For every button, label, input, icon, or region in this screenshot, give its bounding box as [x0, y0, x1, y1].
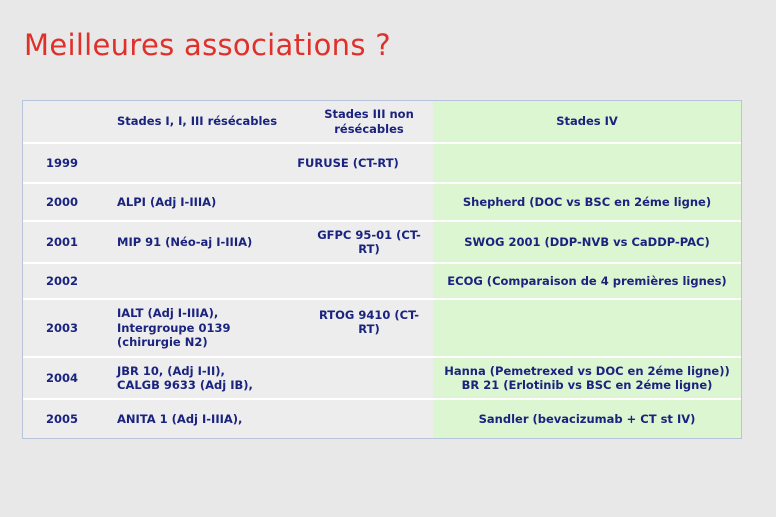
- resectable-cell: [109, 263, 305, 299]
- table-row: [23, 221, 741, 263]
- resectable-line: CALGB 9633 (Adj IB),: [117, 378, 253, 392]
- table-row: [23, 263, 741, 299]
- resectable-cell: ANITA 1 (Adj I-IIIA),: [117, 411, 243, 426]
- stage-iv-cell: [433, 143, 741, 183]
- slide-title: Meilleures associations ?: [24, 28, 391, 62]
- resectable-cell: ALPI (Adj I-IIIA): [109, 183, 305, 221]
- header-year-cell: [23, 101, 109, 143]
- table-row: [23, 183, 741, 221]
- year-cell: 1999: [23, 143, 109, 183]
- table-row: [23, 399, 741, 438]
- resectable-cell: [109, 357, 305, 399]
- stage-iv-cell: ECOG (Comparaison de 4 premières lignes): [433, 263, 741, 299]
- stage-iv-cell: [433, 299, 741, 357]
- header-resectable: Stades I, I, III résécables: [109, 101, 305, 143]
- resectable-line: JBR 10, (Adj I-II),: [117, 363, 225, 378]
- table-row: [23, 357, 741, 399]
- stage-iv-line: BR 21 (Erlotinib vs BSC en 2éme ligne): [461, 378, 713, 392]
- non-resectable-cell: RTOG 9410 (CT-RT): [305, 299, 433, 357]
- year-cell: 2003: [23, 299, 109, 357]
- year-cell: 2002: [23, 263, 109, 299]
- resectable-line: (chirurgie N2): [117, 335, 208, 350]
- year-cell: 2004: [23, 357, 109, 399]
- header-non-resectable: Stades III non résécables: [305, 101, 433, 143]
- header-stage-iv: Stades IV: [433, 101, 741, 143]
- stage-iv-cell: Sandler (bevacizumab + CT st IV): [433, 399, 741, 438]
- resectable-cell: [109, 299, 305, 357]
- year-cell: 2005: [45, 411, 78, 426]
- associations-table: [22, 100, 742, 439]
- non-resectable-cell: [305, 357, 433, 399]
- table-row: [23, 143, 741, 183]
- stage-iv-cell: Shepherd (DOC vs BSC en 2éme ligne): [433, 183, 741, 221]
- non-resectable-cell: GFPC 95-01 (CT-RT): [305, 221, 433, 263]
- resectable-line: IALT (Adj I-IIIA),: [117, 306, 219, 321]
- stage-iv-cell: [433, 357, 741, 399]
- non-resectable-cell: [305, 183, 433, 221]
- stage-iv-cell: SWOG 2001 (DDP-NVB vs CaDDP-PAC): [433, 221, 741, 263]
- year-cell: 2000: [23, 183, 109, 221]
- stage-iv-line: Hanna (Pemetrexed vs DOC en 2éme ligne)): [444, 363, 730, 378]
- table-header-row: [23, 101, 741, 143]
- resectable-line: Intergroupe 0139: [117, 320, 231, 335]
- merged-cell: FURUSE (CT-RT): [109, 143, 433, 183]
- year-cell: 2001: [23, 221, 109, 263]
- non-resectable-cell: [305, 263, 433, 299]
- table-row: [23, 299, 741, 357]
- resectable-cell: MIP 91 (Néo-aj I-IIIA): [109, 221, 305, 263]
- non-resectable-cell: [305, 399, 433, 438]
